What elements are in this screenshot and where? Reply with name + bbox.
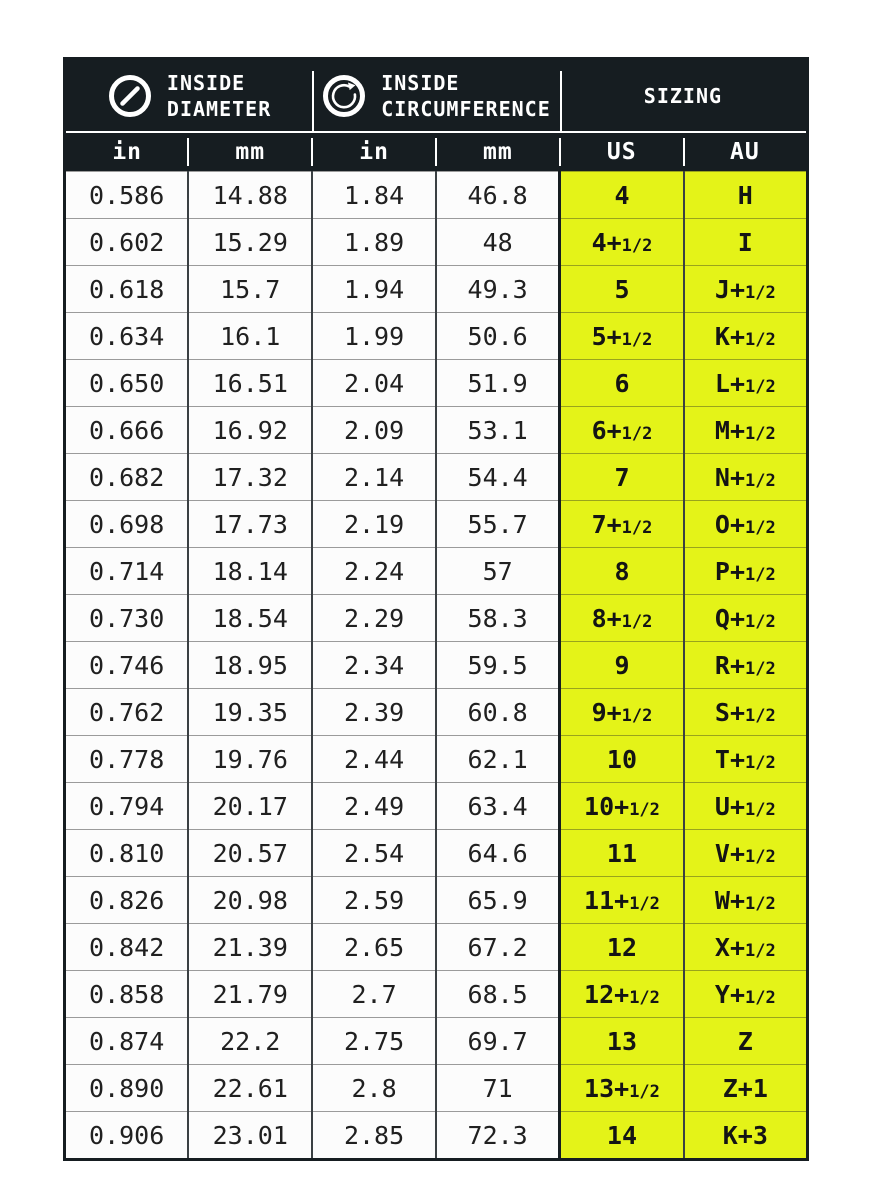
table-row bbox=[65, 1018, 808, 1065]
cell-diameter-in: 0.714 bbox=[65, 548, 189, 595]
fraction-suffix: 1/2 bbox=[621, 329, 653, 350]
cell-circumference-mm: 59.5 bbox=[436, 642, 560, 689]
cell-diameter-in: 0.730 bbox=[65, 595, 189, 642]
cell-circumference-mm: 53.1 bbox=[436, 407, 560, 454]
cell-diameter-in: 0.842 bbox=[65, 924, 189, 971]
cell-size-au: I bbox=[684, 219, 808, 266]
cell-circumference-in: 2.54 bbox=[312, 830, 436, 877]
table-row bbox=[65, 548, 808, 595]
cell-circumference-in: 2.65 bbox=[312, 924, 436, 971]
fraction-suffix: 1/2 bbox=[621, 423, 653, 444]
group-inside-circumference-content bbox=[312, 60, 560, 131]
cell-circumference-in: 2.59 bbox=[312, 877, 436, 924]
fraction-suffix: 1/2 bbox=[745, 376, 776, 397]
col-header-circumference-mm: mm bbox=[436, 132, 560, 172]
group-sizing-content bbox=[560, 60, 806, 131]
cell-size-au: L+1/2 bbox=[684, 360, 808, 407]
fraction-suffix: 1/2 bbox=[745, 940, 776, 961]
diameter-icon bbox=[107, 73, 153, 119]
cell-size-au: V+1/2 bbox=[684, 830, 808, 877]
fraction-suffix: 1/2 bbox=[629, 987, 660, 1008]
cell-diameter-in: 0.794 bbox=[65, 783, 189, 830]
cell-circumference-mm: 46.8 bbox=[436, 172, 560, 219]
cell-size-au: O+1/2 bbox=[684, 501, 808, 548]
cell-size-au: S+1/2 bbox=[684, 689, 808, 736]
cell-size-au: Z+1 bbox=[684, 1065, 808, 1112]
cell-circumference-in: 2.14 bbox=[312, 454, 436, 501]
cell-circumference-mm: 65.9 bbox=[436, 877, 560, 924]
cell-diameter-mm: 18.14 bbox=[188, 548, 312, 595]
table-row bbox=[65, 266, 808, 313]
table-row bbox=[65, 971, 808, 1018]
group-label-line1: INSIDE bbox=[166, 70, 246, 95]
cell-size-us: 7 bbox=[560, 454, 684, 501]
cell-circumference-in: 2.04 bbox=[312, 360, 436, 407]
cell-size-us: 8 bbox=[560, 548, 684, 595]
cell-circumference-mm: 71 bbox=[436, 1065, 560, 1112]
cell-circumference-mm: 49.3 bbox=[436, 266, 560, 313]
cell-diameter-mm: 14.88 bbox=[188, 172, 312, 219]
table-row bbox=[65, 360, 808, 407]
cell-diameter-in: 0.618 bbox=[65, 266, 189, 313]
cell-size-au: W+1/2 bbox=[684, 877, 808, 924]
cell-circumference-mm: 62.1 bbox=[436, 736, 560, 783]
cell-size-us: 9 bbox=[560, 642, 684, 689]
fraction-suffix: 1/2 bbox=[745, 611, 776, 632]
cell-diameter-in: 0.778 bbox=[65, 736, 189, 783]
group-header-row bbox=[65, 59, 808, 133]
fraction-suffix: 1/2 bbox=[629, 1081, 660, 1102]
cell-size-au: N+1/2 bbox=[684, 454, 808, 501]
cell-diameter-in: 0.874 bbox=[65, 1018, 189, 1065]
col-header-circumference-in: in bbox=[312, 132, 436, 172]
table-row bbox=[65, 501, 808, 548]
cell-diameter-mm: 20.57 bbox=[188, 830, 312, 877]
table-header bbox=[65, 59, 808, 172]
fraction-suffix: 1/2 bbox=[745, 517, 776, 538]
cell-circumference-mm: 63.4 bbox=[436, 783, 560, 830]
table-row bbox=[65, 313, 808, 360]
cell-circumference-in: 1.89 bbox=[312, 219, 436, 266]
cell-size-us: 4+1/2 bbox=[560, 219, 684, 266]
table-row bbox=[65, 877, 808, 924]
cell-circumference-in: 2.19 bbox=[312, 501, 436, 548]
fraction-suffix: 1/2 bbox=[745, 658, 776, 679]
cell-diameter-mm: 16.1 bbox=[188, 313, 312, 360]
unit-header-row bbox=[65, 132, 808, 172]
cell-size-us: 6 bbox=[560, 360, 684, 407]
cell-diameter-mm: 20.17 bbox=[188, 783, 312, 830]
cell-circumference-in: 2.39 bbox=[312, 689, 436, 736]
cell-circumference-in: 2.85 bbox=[312, 1112, 436, 1160]
cell-diameter-in: 0.906 bbox=[65, 1112, 189, 1160]
fraction-suffix: 1/2 bbox=[621, 517, 653, 538]
cell-circumference-in: 2.24 bbox=[312, 548, 436, 595]
cell-diameter-in: 0.602 bbox=[65, 219, 189, 266]
fraction-suffix: 1/2 bbox=[745, 470, 776, 491]
cell-size-au: Z bbox=[684, 1018, 808, 1065]
cell-size-au: K+3 bbox=[684, 1112, 808, 1160]
cell-size-au: K+1/2 bbox=[684, 313, 808, 360]
cell-diameter-mm: 15.29 bbox=[188, 219, 312, 266]
cell-size-au: J+1/2 bbox=[684, 266, 808, 313]
cell-size-us: 7+1/2 bbox=[560, 501, 684, 548]
cell-size-au: Q+1/2 bbox=[684, 595, 808, 642]
cell-diameter-mm: 22.61 bbox=[188, 1065, 312, 1112]
cell-size-au: T+1/2 bbox=[684, 736, 808, 783]
group-inside-circumference bbox=[312, 59, 560, 133]
fraction-suffix: 1/2 bbox=[745, 282, 776, 303]
group-inside-diameter bbox=[65, 59, 313, 133]
group-label-line2: CIRCUMFERENCE bbox=[381, 96, 551, 121]
cell-size-us: 14 bbox=[560, 1112, 684, 1160]
cell-size-au: Y+1/2 bbox=[684, 971, 808, 1018]
fraction-suffix: 1/2 bbox=[745, 329, 776, 350]
table-row bbox=[65, 924, 808, 971]
cell-diameter-in: 0.698 bbox=[65, 501, 189, 548]
cell-circumference-in: 2.44 bbox=[312, 736, 436, 783]
table-row bbox=[65, 407, 808, 454]
cell-diameter-in: 0.666 bbox=[65, 407, 189, 454]
cell-diameter-in: 0.890 bbox=[65, 1065, 189, 1112]
cell-circumference-in: 2.75 bbox=[312, 1018, 436, 1065]
table-row bbox=[65, 830, 808, 877]
cell-diameter-mm: 21.79 bbox=[188, 971, 312, 1018]
cell-diameter-in: 0.634 bbox=[65, 313, 189, 360]
cell-diameter-in: 0.586 bbox=[65, 172, 189, 219]
cell-circumference-mm: 69.7 bbox=[436, 1018, 560, 1065]
cell-circumference-mm: 58.3 bbox=[436, 595, 560, 642]
fraction-suffix: 1/2 bbox=[745, 564, 776, 585]
group-sizing bbox=[560, 59, 808, 133]
col-header-size-us: US bbox=[560, 132, 684, 172]
cell-diameter-mm: 15.7 bbox=[188, 266, 312, 313]
cell-circumference-in: 2.34 bbox=[312, 642, 436, 689]
cell-circumference-mm: 64.6 bbox=[436, 830, 560, 877]
cell-circumference-in: 2.09 bbox=[312, 407, 436, 454]
cell-diameter-mm: 17.32 bbox=[188, 454, 312, 501]
cell-circumference-mm: 68.5 bbox=[436, 971, 560, 1018]
fraction-suffix: 1/2 bbox=[745, 799, 776, 820]
fraction-suffix: 1/2 bbox=[621, 611, 653, 632]
table-row bbox=[65, 454, 808, 501]
group-label-line2: DIAMETER bbox=[166, 96, 272, 121]
fraction-suffix: 1/2 bbox=[629, 799, 660, 820]
cell-size-us: 4 bbox=[560, 172, 684, 219]
cell-size-us: 13+1/2 bbox=[560, 1065, 684, 1112]
table-row bbox=[65, 172, 808, 219]
cell-diameter-in: 0.810 bbox=[65, 830, 189, 877]
table-row bbox=[65, 595, 808, 642]
cell-circumference-in: 2.7 bbox=[312, 971, 436, 1018]
cell-size-us: 12+1/2 bbox=[560, 971, 684, 1018]
table-row bbox=[65, 783, 808, 830]
cell-diameter-in: 0.650 bbox=[65, 360, 189, 407]
cell-size-us: 13 bbox=[560, 1018, 684, 1065]
cell-size-au: U+1/2 bbox=[684, 783, 808, 830]
ring-size-table bbox=[63, 57, 809, 1161]
cell-diameter-mm: 21.39 bbox=[188, 924, 312, 971]
col-header-diameter-mm: mm bbox=[188, 132, 312, 172]
cell-diameter-mm: 16.92 bbox=[188, 407, 312, 454]
col-header-diameter-in: in bbox=[65, 132, 189, 172]
fraction-suffix: 1/2 bbox=[745, 846, 776, 867]
fraction-suffix: 1/2 bbox=[621, 705, 653, 726]
group-label-inside-circumference bbox=[381, 70, 551, 122]
cell-size-us: 8+1/2 bbox=[560, 595, 684, 642]
table-row bbox=[65, 689, 808, 736]
col-header-size-au: AU bbox=[684, 132, 808, 172]
cell-size-us: 5 bbox=[560, 266, 684, 313]
cell-diameter-in: 0.762 bbox=[65, 689, 189, 736]
group-label-sizing: SIZING bbox=[643, 83, 723, 108]
cell-circumference-in: 1.99 bbox=[312, 313, 436, 360]
cell-size-au: H bbox=[684, 172, 808, 219]
circumference-icon bbox=[321, 73, 367, 119]
cell-diameter-mm: 16.51 bbox=[188, 360, 312, 407]
cell-size-au: X+1/2 bbox=[684, 924, 808, 971]
cell-diameter-mm: 20.98 bbox=[188, 877, 312, 924]
cell-size-au: M+1/2 bbox=[684, 407, 808, 454]
group-inside-diameter-content bbox=[66, 60, 312, 131]
fraction-suffix: 1/2 bbox=[745, 893, 776, 914]
fraction-suffix: 1/2 bbox=[745, 423, 776, 444]
fraction-suffix: 1/2 bbox=[629, 893, 660, 914]
cell-size-us: 11 bbox=[560, 830, 684, 877]
group-label-inside-diameter bbox=[167, 70, 271, 122]
cell-size-us: 11+1/2 bbox=[560, 877, 684, 924]
cell-size-au: P+1/2 bbox=[684, 548, 808, 595]
cell-diameter-in: 0.858 bbox=[65, 971, 189, 1018]
fraction-suffix: 1/2 bbox=[745, 987, 776, 1008]
cell-size-us: 10+1/2 bbox=[560, 783, 684, 830]
cell-diameter-mm: 19.35 bbox=[188, 689, 312, 736]
cell-diameter-in: 0.682 bbox=[65, 454, 189, 501]
cell-diameter-in: 0.746 bbox=[65, 642, 189, 689]
cell-circumference-mm: 67.2 bbox=[436, 924, 560, 971]
cell-circumference-mm: 48 bbox=[436, 219, 560, 266]
fraction-suffix: 1/2 bbox=[745, 705, 776, 726]
table-row bbox=[65, 642, 808, 689]
cell-circumference-in: 2.8 bbox=[312, 1065, 436, 1112]
cell-circumference-in: 1.84 bbox=[312, 172, 436, 219]
cell-size-us: 12 bbox=[560, 924, 684, 971]
cell-circumference-in: 1.94 bbox=[312, 266, 436, 313]
cell-circumference-mm: 55.7 bbox=[436, 501, 560, 548]
cell-diameter-in: 0.826 bbox=[65, 877, 189, 924]
cell-size-au: R+1/2 bbox=[684, 642, 808, 689]
cell-circumference-mm: 72.3 bbox=[436, 1112, 560, 1160]
cell-circumference-mm: 60.8 bbox=[436, 689, 560, 736]
table-row bbox=[65, 736, 808, 783]
cell-circumference-mm: 51.9 bbox=[436, 360, 560, 407]
cell-size-us: 9+1/2 bbox=[560, 689, 684, 736]
cell-diameter-mm: 22.2 bbox=[188, 1018, 312, 1065]
cell-diameter-mm: 18.95 bbox=[188, 642, 312, 689]
cell-size-us: 5+1/2 bbox=[560, 313, 684, 360]
cell-circumference-in: 2.49 bbox=[312, 783, 436, 830]
table-row bbox=[65, 1112, 808, 1160]
cell-circumference-in: 2.29 bbox=[312, 595, 436, 642]
table-row bbox=[65, 219, 808, 266]
fraction-suffix: 1/2 bbox=[745, 752, 776, 773]
cell-size-us: 6+1/2 bbox=[560, 407, 684, 454]
cell-diameter-mm: 18.54 bbox=[188, 595, 312, 642]
table-body bbox=[65, 172, 808, 1160]
cell-diameter-mm: 19.76 bbox=[188, 736, 312, 783]
cell-circumference-mm: 57 bbox=[436, 548, 560, 595]
fraction-suffix: 1/2 bbox=[621, 235, 653, 256]
cell-circumference-mm: 50.6 bbox=[436, 313, 560, 360]
cell-diameter-mm: 23.01 bbox=[188, 1112, 312, 1160]
cell-circumference-mm: 54.4 bbox=[436, 454, 560, 501]
table-row bbox=[65, 1065, 808, 1112]
group-label-line1: INSIDE bbox=[381, 70, 460, 95]
cell-size-us: 10 bbox=[560, 736, 684, 783]
cell-diameter-mm: 17.73 bbox=[188, 501, 312, 548]
